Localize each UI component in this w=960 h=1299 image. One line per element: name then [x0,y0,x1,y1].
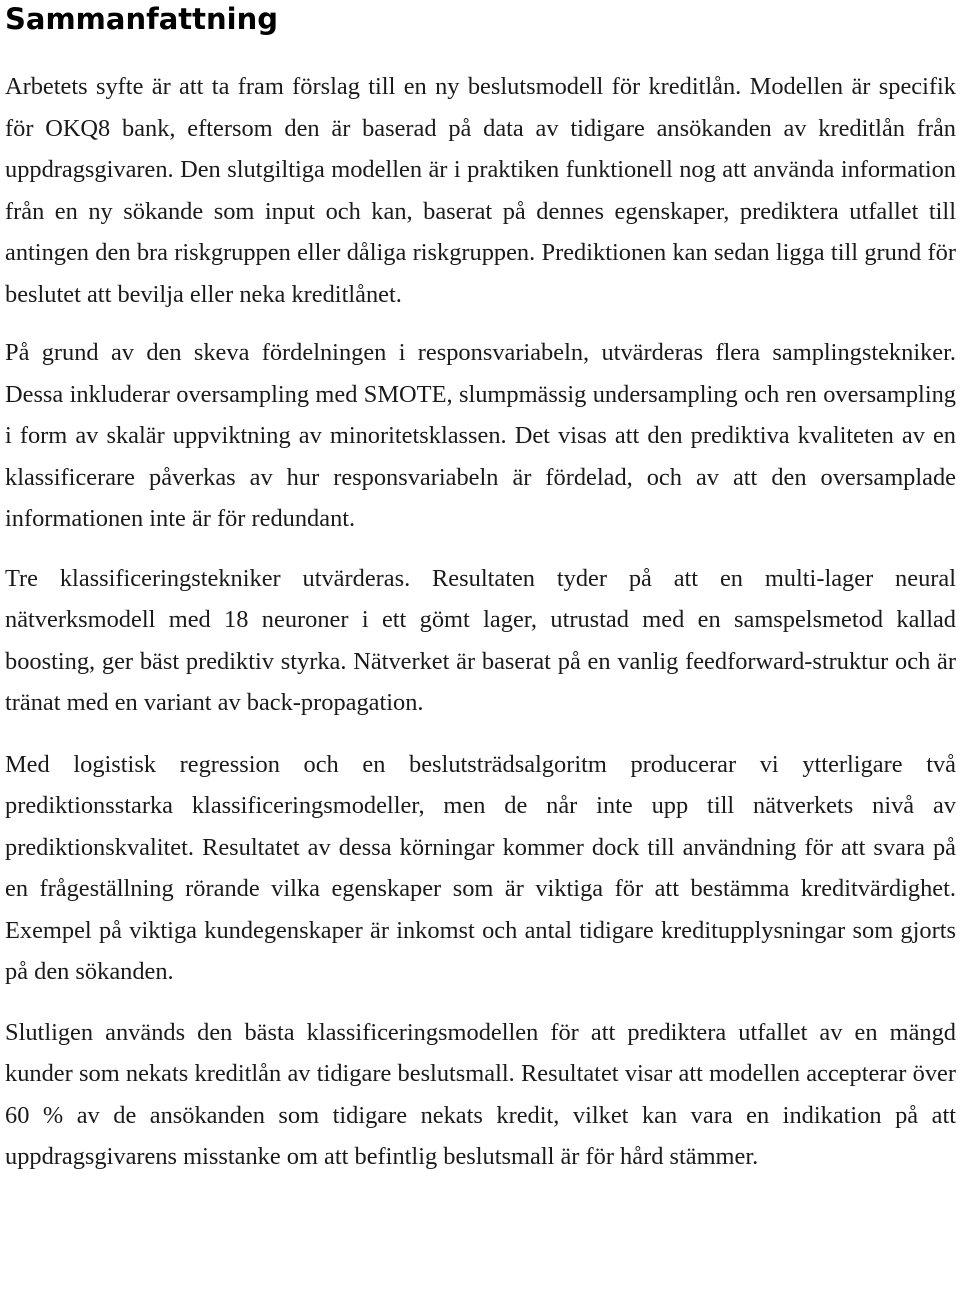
paragraph-regression: Med logistisk regression och en beslutsträdsalgoritm producerar vi ytterligare två prediktionsstarka klassificeringsmodeller, men de når inte upp till nätverkets nivå av prediktionskvalitet. Resultatet av dessa körningar kommer dock till användning för att svara på en frågeställning rörande vilka egenskaper som är viktiga för att bestämma kreditvärdighet. Exempel på viktiga kundegenskaper är inkomst och antal tidigare kreditupplysningar som gjorts på den sökanden. [5,750,956,985]
paragraph-conclusion: Slutligen används den bästa klassificeringsmodellen för att prediktera utfallet av en mängd kunder som nekats kreditlån av tidigare beslutsmall. Resultatet visar att modellen accepterar över 60 % av de ansökanden som tidigare nekats kredit, vilket kan vara en indikation på att uppdragsgivarens misstanke om att befintlig beslutsmall är för hård stämmer. [5,1018,956,1170]
page-title: Sammanfattning [5,2,279,36]
document-page [5,0,956,1178]
paragraph-classifiers: Tre klassificeringstekniker utvärderas. Resultaten tyder på att en multi-lager neural nätverksmodell med 18 neuroner i ett gömt lager, utrustad med en samspelsmetod kallad boosting, ger bäst prediktiv styrka. Nätverket är baserat på en vanlig feedforward-struktur och är tränat med en variant av back-propagation. [5,564,956,716]
paragraph-purpose: Arbetets syfte är att ta fram förslag till en ny beslutsmodell för kreditlån. Modellen är specifik för OKQ8 bank, eftersom den är baserad på data av tidigare ansökanden av kreditlån från uppdragsgivaren. Den slutgiltiga modellen är i praktiken funktionell nog att använda information från en ny sökande som input och kan, baserat på dennes egenskaper, prediktera utfallet till antingen den bra riskgruppen eller dåliga riskgruppen. Prediktionen kan sedan ligga till grund för beslutet att bevilja eller neka kreditlånet. [5,73,956,308]
paragraph-sampling: På grund av den skeva fördelningen i responsvariabeln, utvärderas flera samplingstekniker. Dessa inkluderar oversampling med SMOTE, slumpmässig undersampling och ren oversampling i form av skalär uppviktning av minoritetsklassen. Det visas att den prediktiva kvaliteten av en klassificerare påverkas av hur responsvariabeln är fördelad, och av att den oversamplade informationen inte är för redundant. [5,339,956,532]
